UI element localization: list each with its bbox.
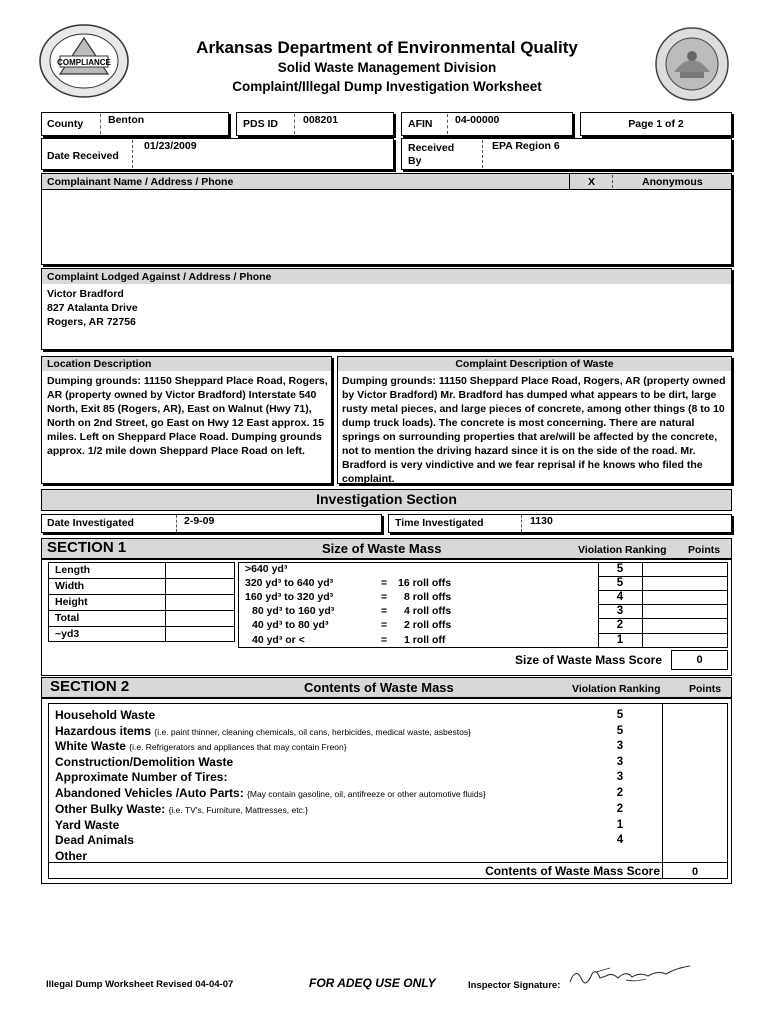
- size-row-1-rank: 5: [616, 563, 624, 575]
- size-row-3-rank: 4: [616, 591, 624, 603]
- section1-points-label: Points: [688, 544, 721, 556]
- contents-item-2-name: Hazardous items: [55, 724, 152, 738]
- contents-item-1-name: Household Waste: [55, 708, 156, 722]
- pds-id-value[interactable]: 008201: [303, 114, 339, 126]
- dim-total-label: Total: [55, 612, 80, 624]
- dim-total-input[interactable]: [167, 611, 233, 625]
- waste-description-text[interactable]: Dumping grounds: 11150 Sheppard Place Road, Rogers, AR (property owned by Victor Bradford) Mr. Bradford has dumped what appears to be dirt, large rusty metal pieces, and large pieces of concrete, among other things (8 to 10 dump truck loads). The concrete is most concerning. There are natural springs on surrounding properties that are/will be affected by the concrete, not to mention the driving hazard since it is on the side of the road. Mr. Bradford is very vindictive and we fear reprisal if he knows who filed the complaint.: [342, 375, 726, 485]
- size-row-2-rolloffs: 16 roll offs: [398, 577, 452, 589]
- section2-title: SECTION 2: [50, 678, 130, 695]
- svg-text:COMPLIANCE: COMPLIANCE: [57, 58, 111, 67]
- dim-yd3-input[interactable]: [167, 627, 233, 641]
- contents-item-10-name: Other: [55, 849, 88, 863]
- contents-item-1-rank: 5: [616, 709, 624, 721]
- contents-item-9: [55, 833, 134, 847]
- contents-item-2-note: {i.e. paint thinner, cleaning chemicals, oil cans, herbicides, medical waste, asbestos}: [154, 727, 471, 737]
- dim-yd3-label: ~yd3: [55, 628, 80, 640]
- section1-title: SECTION 1: [47, 539, 127, 556]
- time-investigated-label: Time Investigated: [395, 517, 484, 529]
- complainant-details-field[interactable]: [44, 192, 728, 262]
- contents-item-7-note: {i.e. TV's, Furniture, Mattresses, etc.}: [168, 805, 309, 815]
- size-row-4-eq: =: [381, 605, 388, 617]
- contents-item-9-name: Dead Animals: [55, 833, 134, 847]
- size-row-1-range: >640 yd³: [245, 563, 288, 575]
- against-name[interactable]: Victor Bradford: [47, 288, 124, 300]
- contents-item-3-rank: 3: [616, 740, 624, 752]
- size-row-4-rolloffs: 4 roll offs: [404, 605, 452, 617]
- size-row-6-rolloffs: 1 roll off: [404, 634, 446, 646]
- page-number: Page 1 of 2: [628, 118, 684, 130]
- inspector-signature[interactable]: [566, 960, 696, 990]
- waste-description-label: Complaint Description of Waste: [455, 358, 614, 370]
- adeq-use-only: FOR ADEQ USE ONLY: [309, 976, 436, 990]
- county-label: County: [47, 118, 84, 130]
- arkansas-state-seal: [654, 26, 730, 102]
- contents-item-10: [55, 849, 87, 863]
- anonymous-label: Anonymous: [642, 176, 703, 188]
- contents-item-7-name: Other Bulky Waste:: [55, 802, 166, 816]
- contents-item-9-rank: 4: [616, 834, 624, 846]
- inspector-signature-label: Inspector Signature:: [468, 980, 561, 991]
- size-row-6-range: 40 yd³ or <: [252, 634, 305, 646]
- section2-subtitle: Contents of Waste Mass: [304, 680, 454, 695]
- form-title: Complaint/Illegal Dump Investigation Worksheet: [232, 79, 542, 94]
- size-row-3-eq: =: [381, 591, 388, 603]
- size-row-5-rank: 2: [616, 619, 624, 631]
- size-score-value[interactable]: 0: [696, 654, 703, 666]
- location-text[interactable]: Dumping grounds: 11150 Sheppard Place Road, Rogers, AR (property owned by Victor Bradford) Interstate 540 North, Exit 85 (Rogers, AR), East on Walnut (Hwy 71), North on 2nd Street, go East on Hwy 12 East approx. 15 miles. Left on Sheppard Place Road. Dumping grounds approx. 1/2 mile down Sheppard Place Road on left.: [47, 375, 328, 457]
- division-title: Solid Waste Management Division: [277, 60, 497, 75]
- adeq-compliance-logo: [38, 22, 130, 100]
- size-row-4-rank: 3: [616, 605, 624, 617]
- contents-item-8-rank: 1: [616, 819, 624, 831]
- date-received-label: Date Received: [47, 150, 119, 162]
- dim-width-label: Width: [55, 580, 85, 592]
- dim-length-label: Length: [55, 564, 90, 576]
- size-row-3-range: 160 yd³ to 320 yd³: [245, 591, 334, 603]
- afin-label: AFIN: [408, 118, 433, 130]
- received-by-label: Received By: [408, 142, 455, 167]
- contents-item-5-rank: 3: [616, 771, 624, 783]
- contents-item-4-name: Construction/Demolition Waste: [55, 755, 234, 769]
- agency-title: Arkansas Department of Environmental Quality: [196, 38, 578, 57]
- complainant-label: Complainant Name / Address / Phone: [47, 176, 234, 188]
- time-investigated-value[interactable]: 1130: [530, 515, 553, 527]
- size-row-4-range: 80 yd³ to 160 yd³: [252, 605, 335, 617]
- location-label: Location Description: [47, 358, 152, 370]
- received-by-value[interactable]: EPA Region 6: [492, 140, 560, 152]
- contents-item-3: [55, 739, 347, 753]
- date-investigated-value[interactable]: 2-9-09: [184, 515, 215, 527]
- contents-item-7-rank: 2: [616, 803, 624, 815]
- pds-id-label: PDS ID: [243, 118, 279, 130]
- size-row-3-rolloffs: 8 roll offs: [404, 591, 452, 603]
- size-score-label: Size of Waste Mass Score: [515, 653, 662, 667]
- contents-item-1: [55, 708, 155, 722]
- afin-value[interactable]: 04-00000: [455, 114, 500, 126]
- contents-item-8-name: Yard Waste: [55, 818, 120, 832]
- contents-item-2-rank: 5: [616, 725, 624, 737]
- form-revision: Illegal Dump Worksheet Revised 04-04-07: [46, 979, 234, 990]
- size-row-2-eq: =: [381, 577, 388, 589]
- contents-item-2: [55, 724, 471, 738]
- size-row-5-range: 40 yd³ to 80 yd³: [252, 619, 329, 631]
- anonymous-mark[interactable]: X: [588, 176, 596, 188]
- section1-subtitle: Size of Waste Mass: [322, 541, 442, 556]
- investigation-section-title: Investigation Section: [316, 491, 457, 507]
- complaint-against-label: Complaint Lodged Against / Address / Phone: [47, 271, 272, 283]
- county-value[interactable]: Benton: [108, 114, 145, 126]
- contents-item-6: [55, 786, 486, 800]
- size-row-5-rolloffs: 2 roll offs: [404, 619, 452, 631]
- dim-height-input[interactable]: [167, 595, 233, 609]
- contents-item-4-rank: 3: [616, 756, 624, 768]
- contents-item-8: [55, 818, 119, 832]
- contents-item-7: [55, 802, 308, 816]
- contents-item-6-name: Abandoned Vehicles /Auto Parts:: [55, 786, 244, 800]
- contents-item-4: [55, 755, 233, 769]
- section1-ranking-label: Violation Ranking: [578, 544, 667, 556]
- contents-item-5-name: Approximate Number of Tires:: [55, 770, 228, 784]
- size-row-6-eq: =: [381, 634, 388, 646]
- contents-item-6-note: {May contain gasoline, oil, antifreeze or other automotive fluids}: [247, 789, 486, 799]
- section2-points-label: Points: [689, 683, 722, 695]
- size-row-5-eq: =: [381, 619, 388, 631]
- contents-item-3-name: White Waste: [55, 739, 126, 753]
- date-investigated-label: Date Investigated: [47, 517, 134, 529]
- section2-ranking-label: Violation Ranking: [572, 683, 661, 695]
- contents-item-3-note: {i.e. Refrigerators and appliances that may contain Freon}: [129, 742, 347, 752]
- contents-item-6-rank: 2: [616, 787, 624, 799]
- against-city[interactable]: Rogers, AR 72756: [47, 316, 136, 328]
- size-row-2-range: 320 yd³ to 640 yd³: [245, 577, 334, 589]
- dim-width-input[interactable]: [167, 579, 233, 593]
- contents-score-value[interactable]: 0: [691, 866, 699, 878]
- dim-length-input[interactable]: [167, 563, 233, 577]
- date-received-value[interactable]: 01/23/2009: [144, 140, 197, 152]
- size-row-2-rank: 5: [616, 577, 624, 589]
- dim-height-label: Height: [55, 596, 88, 608]
- contents-item-5: [55, 770, 227, 784]
- size-row-6-rank: 1: [616, 634, 624, 646]
- against-address[interactable]: 827 Atalanta Drive: [47, 302, 138, 314]
- contents-score-label: Contents of Waste Mass Score: [485, 864, 660, 878]
